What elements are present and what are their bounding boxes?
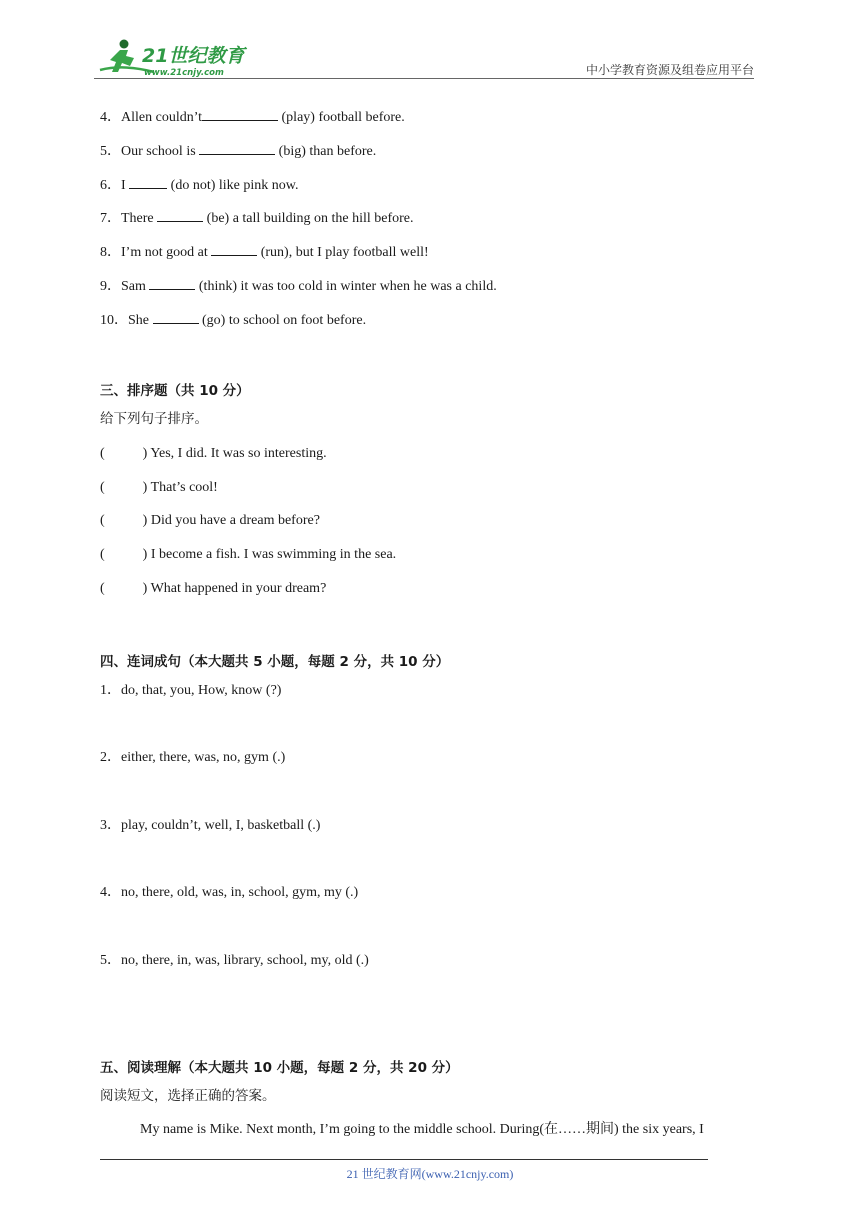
- section-5-instruction: 阅读短文，选择正确的答案。: [100, 1088, 276, 1104]
- section-3-instruction: 给下列句子排序。: [100, 411, 208, 427]
- fill-item-6: 6．I (do not) like pink now.: [100, 175, 298, 195]
- logo-url: www.21cnjy.com: [144, 68, 224, 78]
- footer-link[interactable]: 21 世纪教育网(www.21cnjy.com): [346, 1167, 514, 1181]
- answer-blank[interactable]: [129, 175, 167, 189]
- section-5-title: 五、阅读理解（本大题共 10 小题，每题 2 分，共 20 分）: [100, 1060, 459, 1076]
- platform-name: 中小学教育资源及组卷应用平台: [585, 63, 754, 77]
- fill-item-9: 9．Sam (think) it was too cold in winter when he was a child.: [100, 276, 497, 296]
- answer-blank[interactable]: [199, 141, 275, 155]
- sentence-item-4: 4．no, there, old, was, in, school, gym, my (.): [100, 885, 359, 900]
- answer-blank[interactable]: [149, 276, 195, 290]
- site-logo: [94, 36, 264, 80]
- sentence-item-2: 2．either, there, was, no, gym (.): [100, 750, 286, 765]
- footer-divider: [100, 1159, 708, 1160]
- answer-blank[interactable]: [153, 310, 199, 324]
- fill-item-7: 7．There (be) a tall building on the hill before.: [100, 208, 413, 228]
- header-divider: [94, 78, 754, 79]
- order-item: ( ) What happened in your dream?: [100, 581, 327, 596]
- fill-item-5: 5．Our school is (big) than before.: [100, 141, 376, 161]
- reading-passage: My name is Mike. Next month, I’m going to the middle school. During(在……期间) the six years, I: [140, 1122, 704, 1137]
- sentence-item-1: 1．do, that, you, How, know (?): [100, 683, 282, 698]
- order-item: ( ) I become a fish. I was swimming in the sea.: [100, 547, 397, 562]
- section-3-title: 三、排序题（共 10 分）: [100, 383, 250, 399]
- sentence-item-3: 3．play, couldn’t, well, I, basketball (.): [100, 818, 321, 833]
- fill-item-8: 8．I’m not good at (run), but I play football well!: [100, 242, 429, 262]
- logo-text: 21世纪教育: [142, 45, 245, 67]
- fill-item-10: 10．She (go) to school on foot before.: [100, 310, 366, 330]
- order-item: ( ) Yes, I did. It was so interesting.: [100, 446, 327, 461]
- answer-blank[interactable]: [211, 242, 257, 256]
- sentence-item-5: 5．no, there, in, was, library, school, my, old (.): [100, 953, 369, 968]
- answer-blank[interactable]: [157, 208, 203, 222]
- answer-blank[interactable]: [202, 107, 278, 121]
- order-item: ( ) Did you have a dream before?: [100, 513, 320, 528]
- fill-item-4: 4．Allen couldn’t (play) football before.: [100, 107, 405, 127]
- order-item: ( ) That’s cool!: [100, 480, 218, 495]
- section-4-title: 四、连词成句（本大题共 5 小题，每题 2 分，共 10 分）: [100, 654, 450, 670]
